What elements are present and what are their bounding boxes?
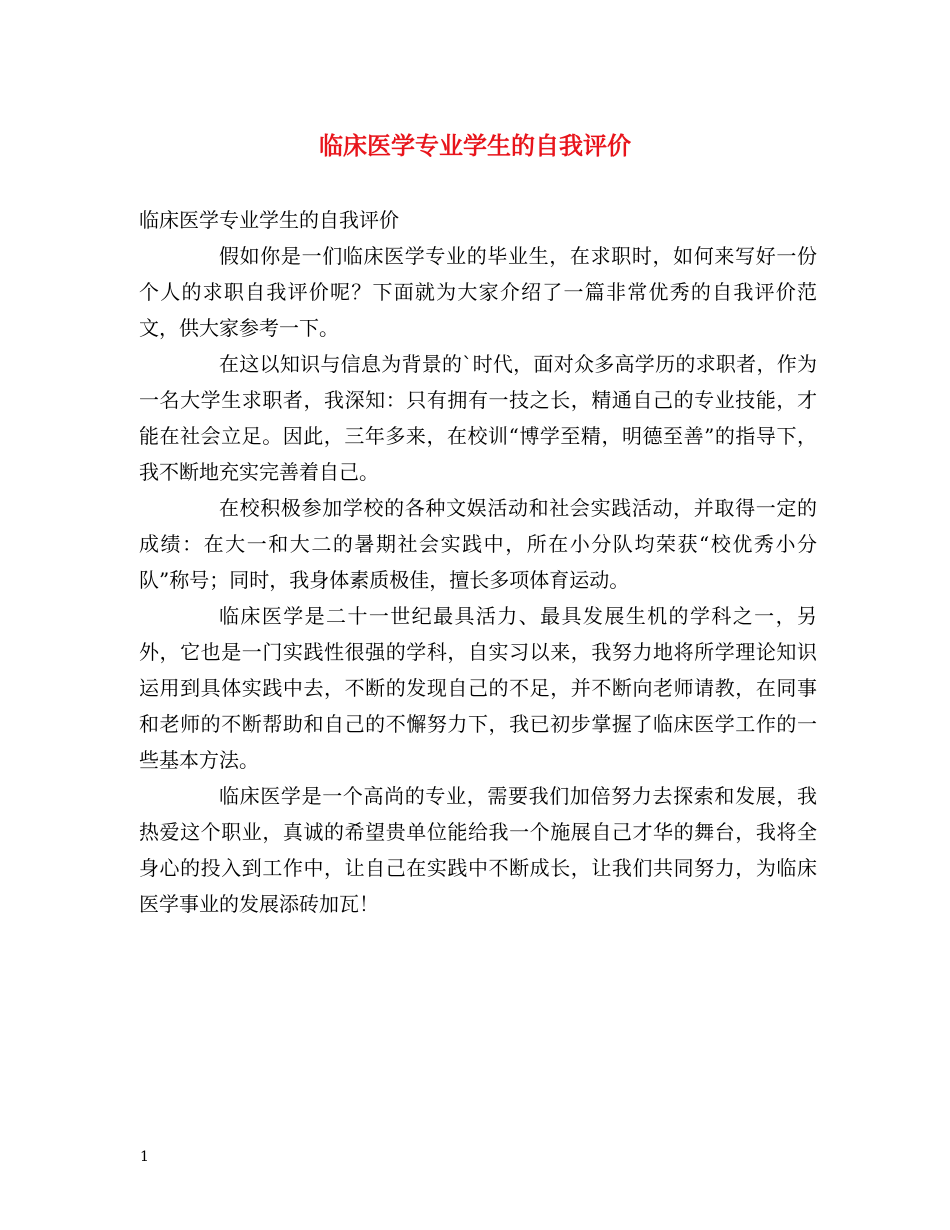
paragraph-5: 临床医学是一个高尚的专业，需要我们加倍努力去探索和发展，我热爱这个职业，真诚的希望贵单位能给我一个施展自己才华的舞台，我将全身心的投入到工作中，让自己在实践中不断成长，让我们共同努力，为临床医学事业的发展添砖加瓦！ [139, 784, 817, 916]
document-subtitle: 临床医学专业学生的自我评价 [139, 208, 399, 232]
paragraph-1: 假如你是一们临床医学专业的毕业生，在求职时，如何来写好一份个人的求职自我评价呢？下面就为大家介绍了一篇非常优秀的自我评价范文，供大家参考一下。 [139, 244, 817, 340]
page-number: 1 [140, 1149, 149, 1165]
paragraph-4: 临床医学是二十一世纪最具活力、最具发展生机的学科之一，另外，它也是一门实践性很强的学科，自实习以来，我努力地将所学理论知识运用到具体实践中去，不断的发现自己的不足，并不断向老师请教，在同事和老师的不断帮助和自己的不懈努力下，我已初步掌握了临床医学工作的一些基本方法。 [139, 604, 817, 772]
paragraph-2: 在这以知识与信息为背景的`时代，面对众多高学历的求职者，作为一名大学生求职者，我深知：只有拥有一技之长，精通自己的专业技能，才能在社会立足。因此，三年多来，在校训“博学至精，明德至善”的指导下，我不断地充实完善着自己。 [139, 352, 817, 484]
document-title: 临床医学专业学生的自我评价 [319, 131, 631, 160]
paragraph-3: 在校积极参加学校的各种文娱活动和社会实践活动，并取得一定的成绩：在大一和大二的暑期社会实践中，所在小分队均荣获“校优秀小分队”称号；同时，我身体素质极佳，擅长多项体育运动。 [139, 496, 817, 592]
